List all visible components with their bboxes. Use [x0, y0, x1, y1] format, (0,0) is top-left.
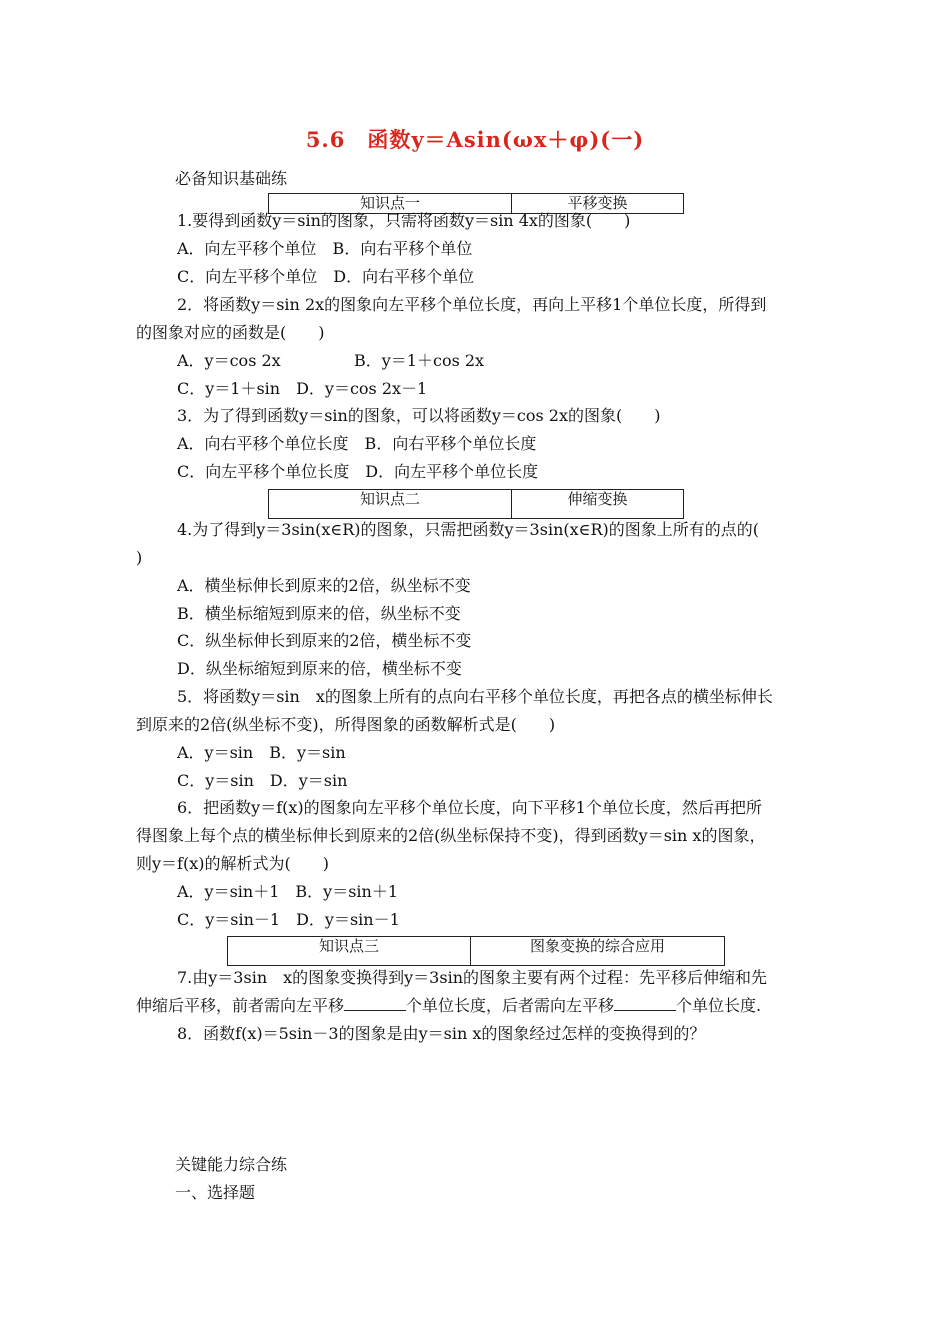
question-6-stem-line1: 6．把函数y＝f(x)的图象向左平移个单位长度，向下平移1个单位长度，然后再把所 [177, 798, 762, 817]
kp2-topic: 伸缩变换 [567, 490, 628, 508]
kp1-name: 知识点一 [269, 194, 512, 213]
question-4-option-d: D．纵坐标缩短到原来的倍，横坐标不变 [177, 659, 462, 678]
question-6-options-ab: A．y＝sin＋1 B．y＝sin＋1 [177, 882, 399, 901]
question-4-option-b: B．横坐标缩短到原来的倍，纵坐标不变 [177, 604, 461, 623]
question-7-text-a: 伸缩后平移，前者需向左平移 [136, 996, 345, 1015]
question-2-stem-line1: 2．将函数y＝sin 2x的图象向左平移个单位长度，再向上平移1个单位长度，所得到 [177, 295, 767, 314]
question-5-options-ab: A．y＝sin B．y＝sin [177, 743, 346, 762]
question-7-stem-line1: 7.由y＝3sin x的图象变换得到y＝3sin的图象主要有两个过程：先平移后伸缩和先 [177, 968, 767, 987]
kp1-topic: 平移变换 [567, 194, 628, 212]
answer-blank-1[interactable] [344, 996, 406, 1011]
knowledge-point-3-table [227, 936, 725, 966]
kp3-topic: 图象变换的综合应用 [529, 937, 665, 955]
question-7-text-c: 个单位长度. [676, 996, 762, 1015]
question-3-options-cd: C．向左平移个单位长度 D．向左平移个单位长度 [177, 462, 539, 481]
question-2-options-cd: C．y＝1＋sin D．y＝cos 2x－1 [177, 379, 428, 398]
question-3-stem: 3．为了得到函数y＝sin的图象，可以将函数y＝cos 2x的图象( ) [177, 406, 661, 425]
question-3-options-ab: A．向右平移个单位长度 B．向右平移个单位长度 [177, 434, 537, 453]
question-4-option-a: A．横坐标伸长到原来的2倍，纵坐标不变 [177, 576, 471, 595]
question-5-stem-line1: 5．将函数y＝sin x的图象上所有的点向右平移个单位长度，再把各点的横坐标伸长 [177, 687, 773, 706]
section-subheading-choice: 一、选择题 [175, 1183, 256, 1202]
page-title: 5.6 函数y＝Asin(ωx＋φ)(一) [305, 127, 645, 152]
question-5-options-cd: C．y＝sin D．y＝sin [177, 771, 348, 790]
question-1-options-cd: C．向左平移个单位 D．向右平移个单位 [177, 267, 475, 286]
kp3-name: 知识点三 [228, 937, 471, 965]
question-1-stem: 1.要得到函数y＝sin的图象，只需将函数y＝sin 4x的图象( ) [177, 211, 631, 230]
question-6-options-cd: C．y＝sin－1 D．y＝sin－1 [177, 910, 400, 929]
section-heading-basic: 必备知识基础练 [175, 169, 288, 188]
question-4-stem-line1: 4.为了得到y＝3sin(x∈R)的图象，只需把函数y＝3sin(x∈R)的图象上所有的点的( [177, 520, 760, 539]
question-2-option-b: B．y＝1＋cos 2x [354, 351, 485, 370]
question-5-stem-line2: 到原来的2倍(纵坐标不变)，所得图象的函数解析式是( ) [136, 715, 556, 734]
section-heading-ability: 关键能力综合练 [175, 1155, 288, 1174]
kp2-name: 知识点二 [269, 490, 512, 518]
question-4-stem-line2: ) [136, 548, 143, 567]
answer-blank-2[interactable] [614, 996, 676, 1011]
knowledge-point-2-table [268, 489, 684, 519]
question-6-stem-line2: 得图象上每个点的横坐标伸长到原来的2倍(纵坐标保持不变)，得到函数y＝sin x的图象， [136, 826, 766, 845]
question-6-stem-line3: 则y＝f(x)的解析式为( ) [136, 854, 329, 873]
question-2-option-a: A．y＝cos 2x [177, 351, 281, 370]
question-2-stem-line2: 的图象对应的函数是( ) [136, 323, 325, 342]
question-1-options-ab: A．向左平移个单位 B．向右平移个单位 [177, 239, 473, 258]
question-8-stem: 8．函数f(x)＝5sin－3的图象是由y＝sin x的图象经过怎样的变换得到的？ [177, 1024, 706, 1043]
question-4-option-c: C．纵坐标伸长到原来的2倍，横坐标不变 [177, 631, 472, 650]
question-7-stem-line2 [136, 996, 761, 1016]
question-7-text-b: 个单位长度，后者需向左平移 [406, 996, 615, 1015]
